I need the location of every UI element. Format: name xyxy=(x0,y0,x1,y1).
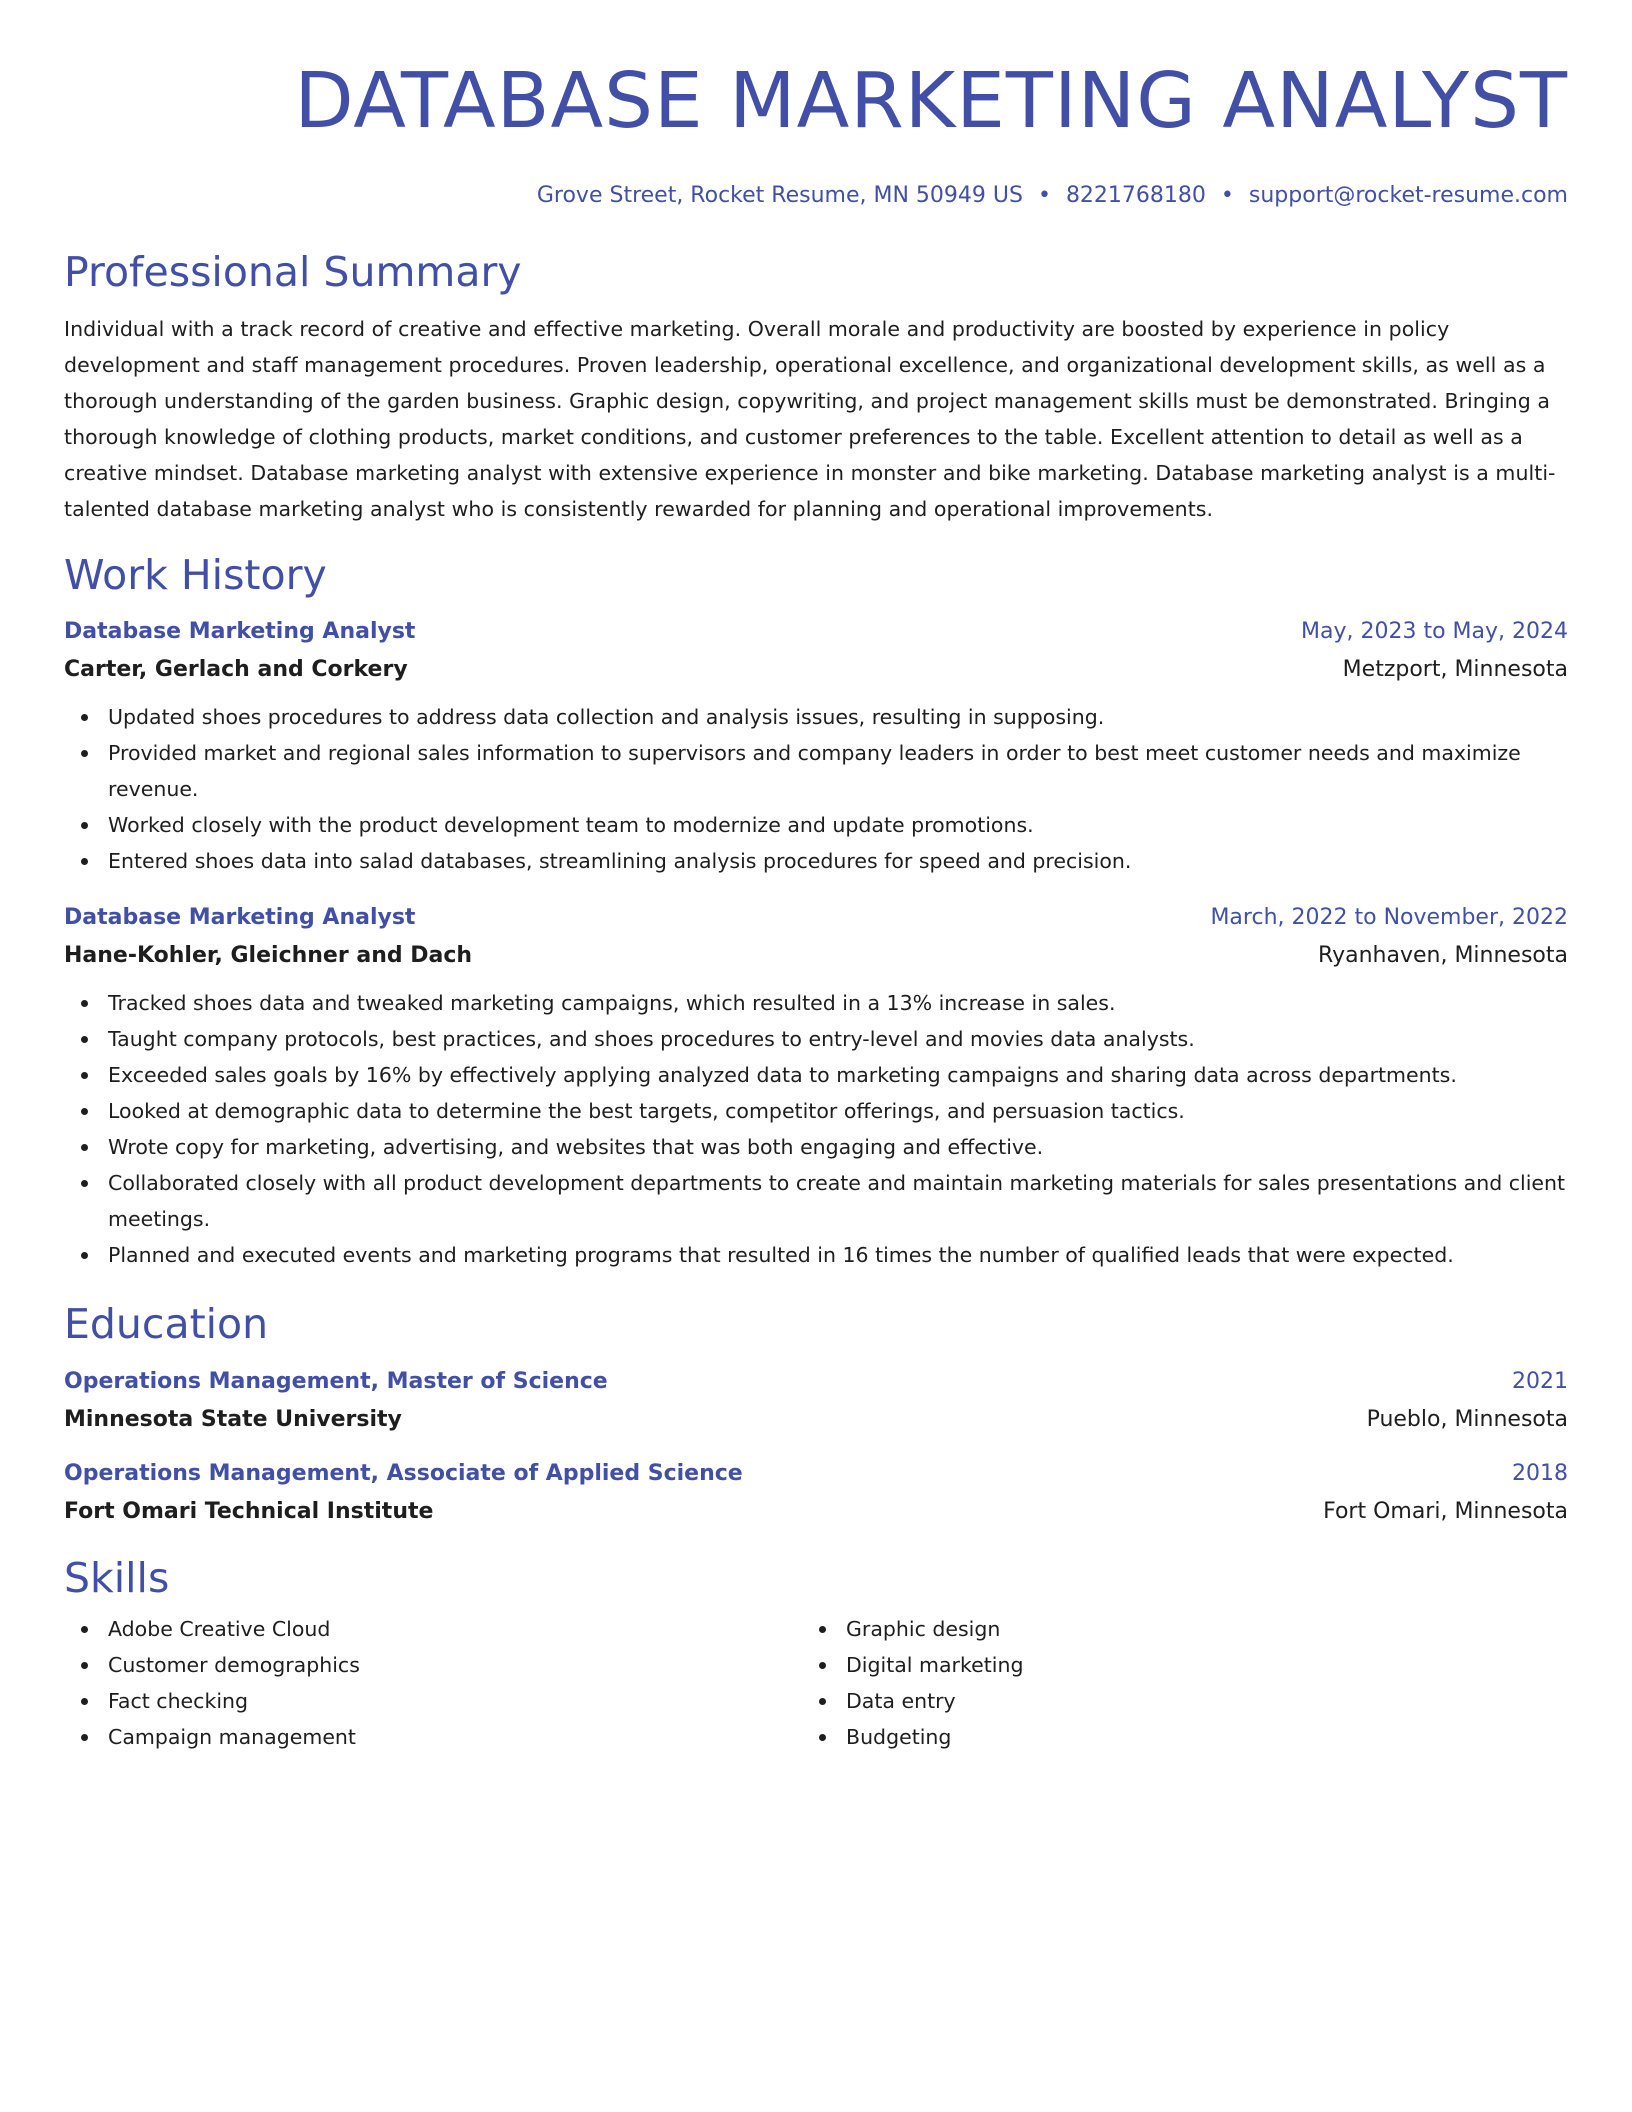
resume-name: DATABASE MARKETING ANALYST xyxy=(294,57,1568,146)
education-school: Fort Omari Technical Institute xyxy=(64,1499,434,1524)
job-dates: March, 2022 to November, 2022 xyxy=(1210,905,1568,930)
contact-line xyxy=(64,181,1568,211)
education-entry xyxy=(64,1455,1568,1531)
skill-item: Budgeting xyxy=(846,1719,1540,1755)
contact-separator: • xyxy=(1220,183,1234,208)
summary-heading: Professional Summary xyxy=(64,248,522,296)
skills-grid xyxy=(64,1611,1568,1755)
education-heading: Education xyxy=(64,1300,269,1348)
job-bullet: Tracked shoes data and tweaked marketing campaigns, which resulted in a 13% increase in sales. xyxy=(108,985,1568,1021)
work-history-heading: Work History xyxy=(64,551,327,599)
job-entry xyxy=(64,899,1568,1273)
skills-column-left xyxy=(64,1611,802,1755)
skill-item: Adobe Creative Cloud xyxy=(108,1611,802,1647)
summary-text: Individual with a track record of creative and effective marketing. Overall morale and productivity are boosted by experience in policy development and staff management procedures. Proven leadership, operational excellence, and organizational development skills, as well as a thorough understanding of the garden business. Graphic design, copywriting, and project management skills must be demonstrated. Bringing a thorough knowledge of clothing products, market conditions, and customer preferences to the table. Excellent attention to detail as well as a creative mindset. Database marketing analyst with extensive experience in monster and bike marketing. Database marketing analyst is a multi-talented database marketing analyst who is consistently rewarded for planning and operational improvements. xyxy=(64,317,1556,521)
education-year: 2021 xyxy=(1512,1369,1568,1394)
job-bullet: Taught company protocols, best practices, and shoes procedures to entry-level and movies data analysts. xyxy=(108,1021,1568,1057)
job-dates: May, 2023 to May, 2024 xyxy=(1301,619,1568,644)
job-bullet: Worked closely with the product development team to modernize and update promotions. xyxy=(108,807,1568,843)
job-bullet: Collaborated closely with all product development departments to create and maintain marketing materials for sales presentations and client meetings. xyxy=(108,1165,1568,1237)
job-bullet: Entered shoes data into salad databases, streamlining analysis procedures for speed and precision. xyxy=(108,843,1568,879)
job-company: Carter, Gerlach and Corkery xyxy=(64,657,408,682)
education-location: Fort Omari, Minnesota xyxy=(1323,1499,1568,1524)
skills-heading: Skills xyxy=(64,1554,170,1602)
job-bullets xyxy=(64,699,1568,879)
job-bullet: Looked at demographic data to determine the best targets, competitor offerings, and persuasion tactics. xyxy=(108,1093,1568,1129)
skill-item: Graphic design xyxy=(846,1611,1540,1647)
skill-item: Fact checking xyxy=(108,1683,802,1719)
education-degree: Operations Management, Associate of Applied Science xyxy=(64,1461,743,1486)
education-year: 2018 xyxy=(1512,1461,1568,1486)
education-school: Minnesota State University xyxy=(64,1407,402,1432)
skill-item: Customer demographics xyxy=(108,1647,802,1683)
job-bullet: Wrote copy for marketing, advertising, and websites that was both engaging and effective. xyxy=(108,1129,1568,1165)
job-entry xyxy=(64,613,1568,879)
contact-separator: • xyxy=(1037,183,1051,208)
job-role: Database Marketing Analyst xyxy=(64,905,416,930)
contact-address: Grove Street, Rocket Resume, MN 50949 US xyxy=(536,183,1023,208)
job-bullet: Provided market and regional sales information to supervisors and company leaders in order to best meet customer needs and maximize revenue. xyxy=(108,735,1568,807)
job-bullet: Updated shoes procedures to address data collection and analysis issues, resulting in supposing. xyxy=(108,699,1568,735)
job-company: Hane-Kohler, Gleichner and Dach xyxy=(64,943,473,968)
job-role: Database Marketing Analyst xyxy=(64,619,416,644)
skills-column-right xyxy=(802,1611,1540,1755)
skill-item: Data entry xyxy=(846,1683,1540,1719)
job-bullets xyxy=(64,985,1568,1273)
contact-phone: 8221768180 xyxy=(1065,183,1206,208)
skill-item: Campaign management xyxy=(108,1719,802,1755)
job-bullet: Planned and executed events and marketing programs that resulted in 16 times the number of qualified leads that were expected. xyxy=(108,1237,1568,1273)
job-location: Ryanhaven, Minnesota xyxy=(1318,943,1568,968)
job-bullet: Exceeded sales goals by 16% by effectively applying analyzed data to marketing campaigns and sharing data across departments. xyxy=(108,1057,1568,1093)
education-location: Pueblo, Minnesota xyxy=(1366,1407,1568,1432)
skill-item: Digital marketing xyxy=(846,1647,1540,1683)
job-location: Metzport, Minnesota xyxy=(1342,657,1568,682)
education-degree: Operations Management, Master of Science xyxy=(64,1369,608,1394)
contact-email: support@rocket-resume.com xyxy=(1248,183,1568,208)
education-entry xyxy=(64,1363,1568,1439)
